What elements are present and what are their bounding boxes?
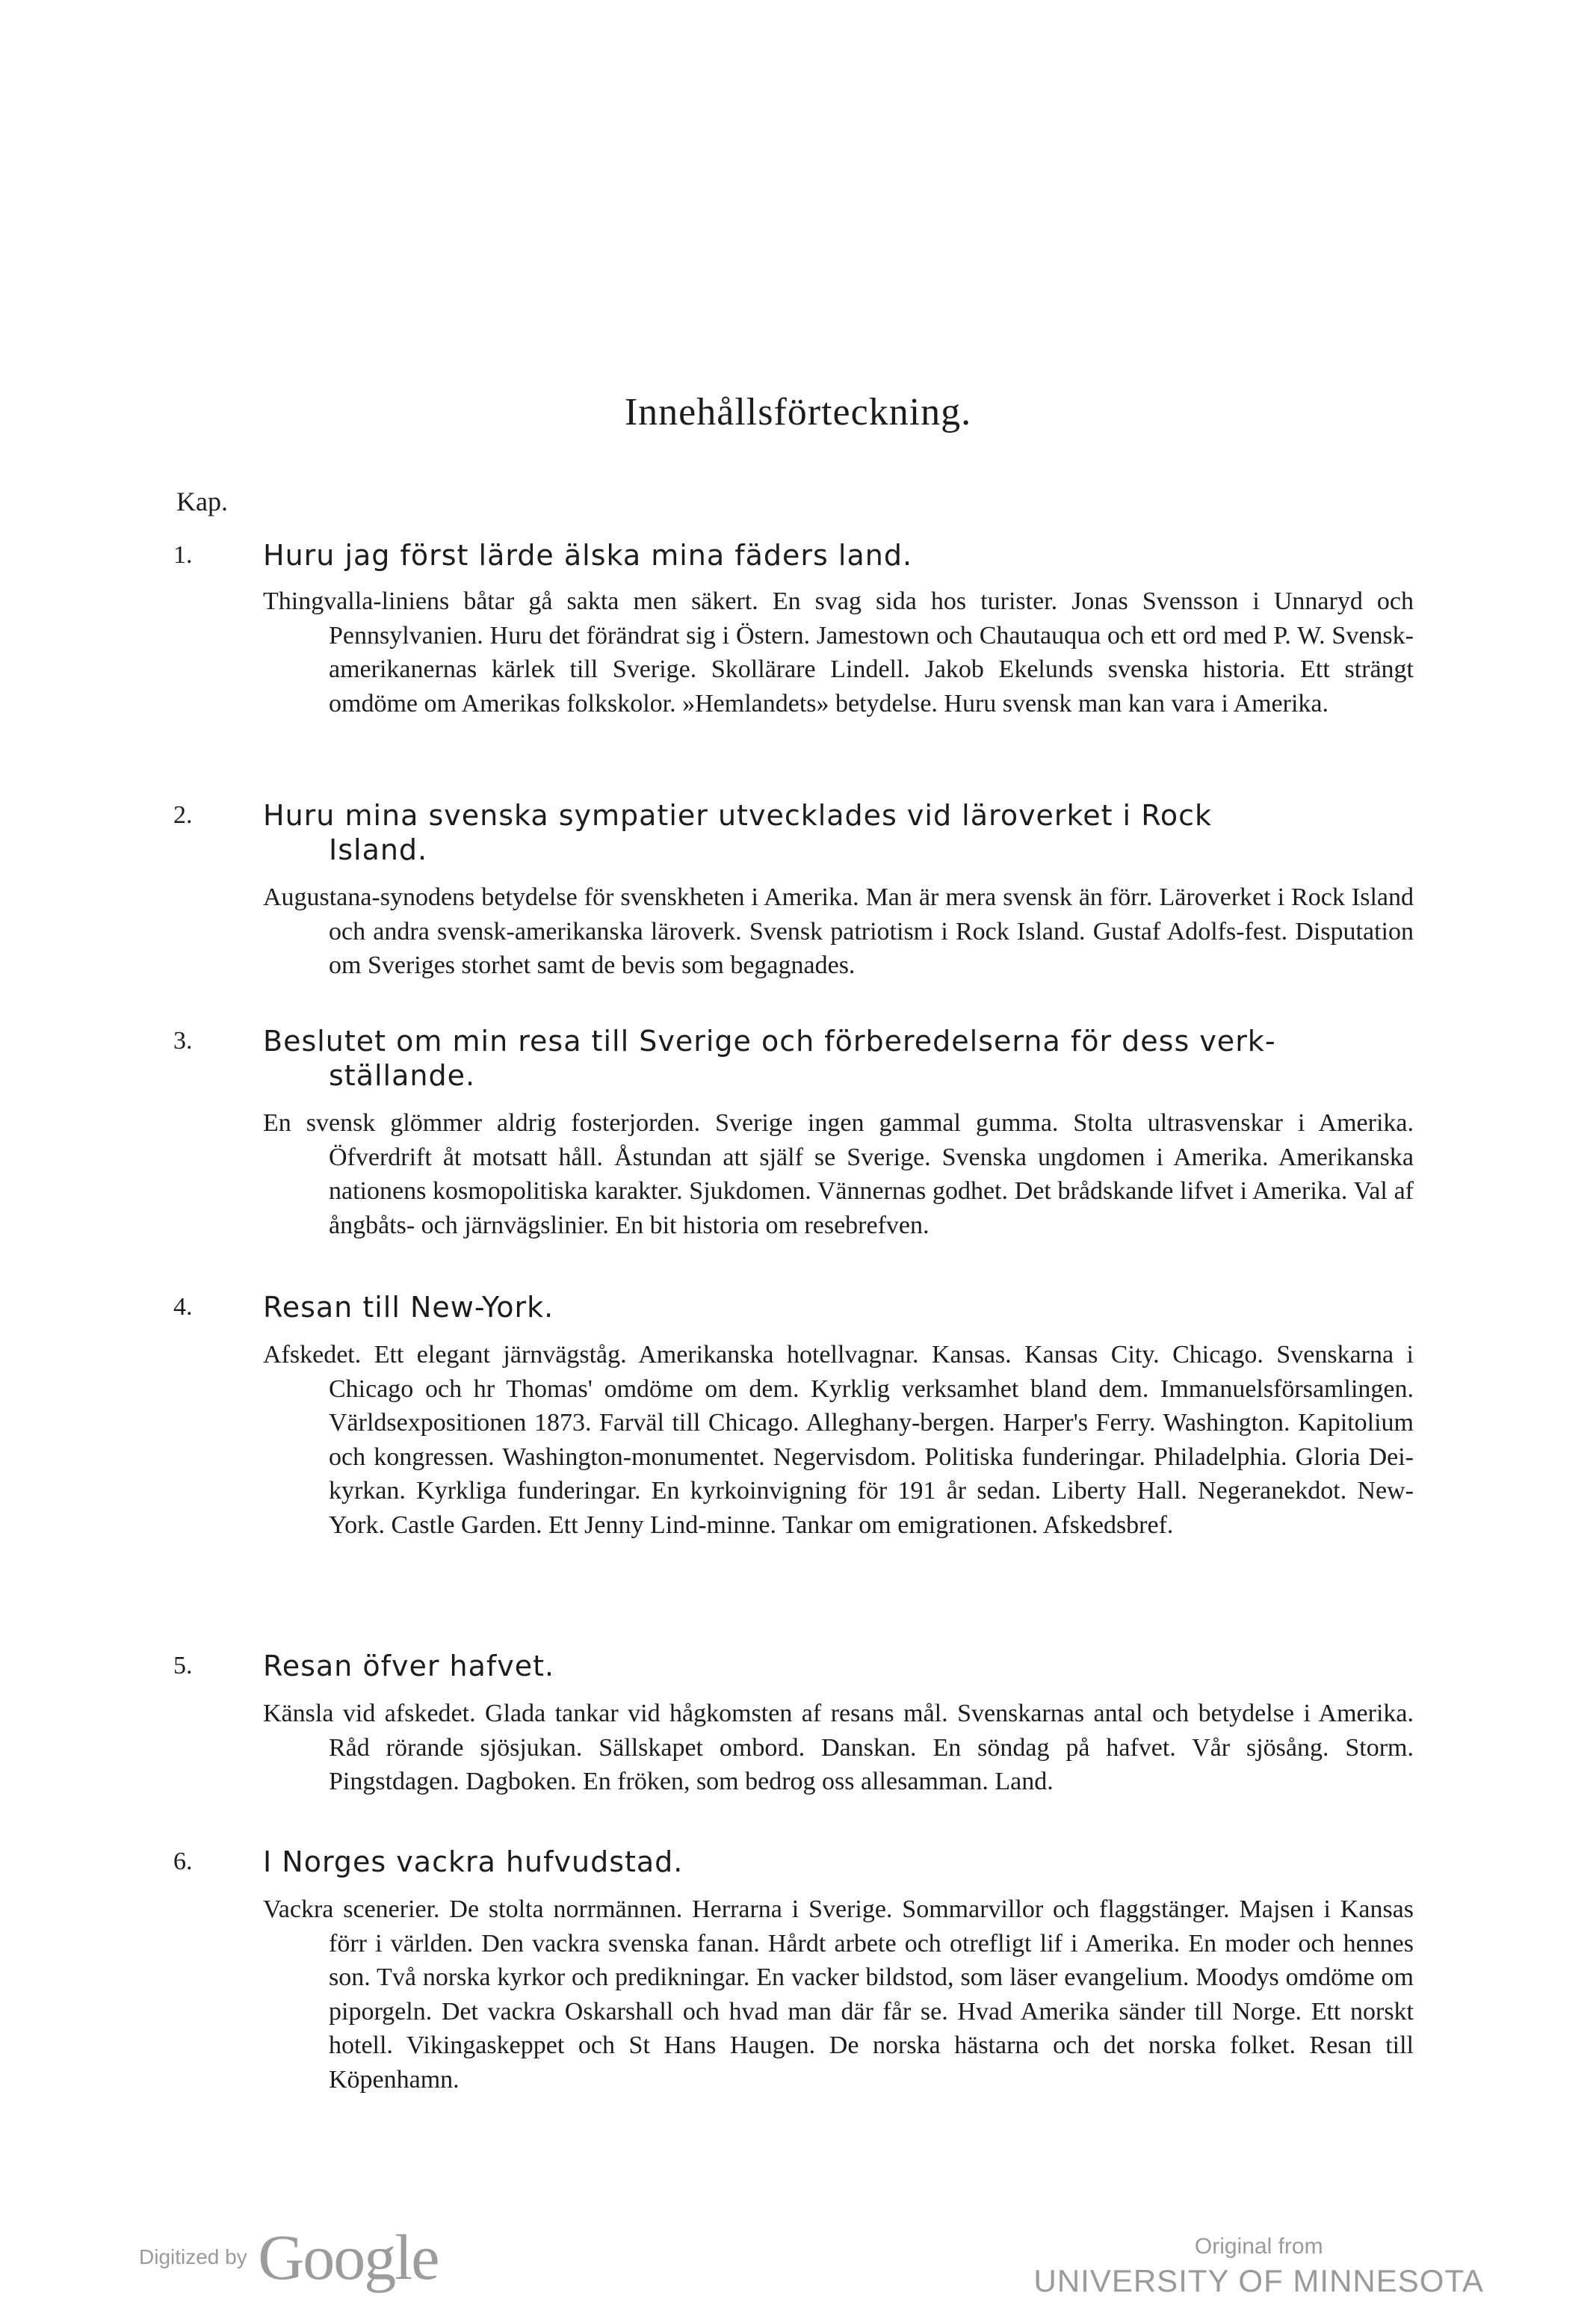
chapter-1 [173,538,1414,721]
page-title: Innehållsförteckning. [624,391,972,434]
original-from-label: Original from [1194,2234,1323,2259]
chapter-heading-text: Huru mina svenska sympatier utvecklades vid läroverket i Rock [263,799,1213,832]
google-logo: Google [258,2221,439,2293]
digitized-by-label: Digitized by [139,2245,247,2268]
chapter-heading [263,798,1414,867]
chapter-heading-text: Resan öfver hafvet. [263,1650,555,1682]
chapter-summary: Thingvalla-liniens båtar gå sakta men säkert. En svag sida hos turister. Jonas Svensson i Unnaryd och Pennsylvanien. Huru det förändrat sig i Östern. Jamestown och Chautauqua och ett ord med P. W. Svensk-amerikanernas kärlek till Sverige. Skollärare Lindell. Jakob Ekelunds svenska historia. Ett strängt omdöme om Amerikas folkskolor. »Hemlandets» betydelse. Huru svensk man kan vara i Amerika. [263,587,1414,718]
chapter-2 [173,798,1414,983]
chapter-heading-continuation: ställande. [329,1059,476,1092]
chapter-summary: Afskedet. Ett elegant järnvägståg. Amerikanska hotellvagnar. Kansas. Kansas City. Chicago. Svenskarna i Chicago och hr Thomas' omdöme om dem. Kyrklig verksamhet bland dem. Immanuelsförsamlingen. Världsexpositionen 1873. Farväl till Chicago. Alleghany-bergen. Harper's Ferry. Washington. Kapitolium och kongressen. Washington-monumentet. Negervisdom. Politiska funderingar. Philadelphia. Gloria Dei-kyrkan. Kyrkliga funderingar. En kyrkoinvigning för 191 år sedan. Liberty Hall. Negeranekdot. New-York. Castle Garden. Ett Jenny Lind-minne. Tankar om emigrationen. Afskedsbref. [263,1341,1414,1539]
chapter-summary: Vackra scenerier. De stolta norrmännen. Herrarna i Sverige. Sommarvillor och flaggstänger. Majsen i Kansas förr i världen. Den vackra svenska fanan. Hårdt arbete och otrefligt lif i Amerika. En moder och hennes son. Två norska kyrkor och predikningar. En vacker bildstod, som läser evangelium. Moodys omdöme om piporgeln. Det vackra Oskarshall och hvad man där får se. Hvad Amerika sänder till Norge. Ett norskt hotell. Vikingaskeppet och St Hans Haugen. De norska hästarna och det norska folket. Resan till Köpenhamn. [263,1895,1414,2094]
university-label: UNIVERSITY OF MINNESOTA [1033,2263,1484,2298]
chapter-3 [173,1024,1414,1242]
chapter-4 [173,1290,1414,1542]
chapter-summary: Augustana-synodens betydelse för svenskheten i Amerika. Man är mera svensk än förr. Läroverket i Rock Island och andra svensk-amerikanska läroverk. Svensk patriotism i Rock Island. Gustaf Adolfs-fest. Disputation om Sveriges storhet samt de bevis som begagnades. [263,883,1414,979]
chapter-heading [263,1649,1414,1683]
chapter-number: 5. [173,1652,193,1679]
chapter-heading-text: Huru jag först lärde älska mina fäders land. [263,539,913,572]
chapter-number: 4. [173,1293,193,1321]
chapter-heading-text: Beslutet om min resa till Sverige och förberedelserna för dess verk- [263,1025,1276,1058]
chapter-heading [263,1845,1414,1879]
chapter-heading-continuation: Island. [329,833,428,866]
kap-label: Kap. [176,487,228,516]
chapter-summary: En svensk glömmer aldrig fosterjorden. Sverige ingen gammal gumma. Stolta ultrasvenskar i Amerika. Öfverdrift åt motsatt håll. Åstundan att själf se Sverige. Svenska ungdomen i Amerika. Amerikanska nationens kosmopolitiska karakter. Sjukdomen. Vännernas godhet. Det brådskande lifvet i Amerika. Val af ångbåts- och järnvägslinier. En bit historia om resebrefven. [263,1109,1414,1239]
chapter-5 [173,1649,1414,1799]
chapter-number: 3. [173,1027,193,1055]
chapter-number: 1. [173,541,193,569]
digitized-by-watermark [139,2220,438,2295]
chapter-summary: Känsla vid afskedet. Glada tankar vid hågkomsten af resans mål. Svenskarnas antal och betydelse i Amerika. Råd rörande sjösjukan. Sällskapet ombord. Danskan. En söndag på hafvet. Vår sjösång. Storm. Pingstdagen. Dagboken. En fröken, som bedrog oss allesamman. Land. [263,1700,1414,1795]
chapter-heading-text: Resan till New-York. [263,1291,554,1324]
chapter-heading [263,538,1414,573]
chapter-number: 6. [173,1848,193,1875]
chapter-heading-text: I Norges vackra hufvudstad. [263,1845,684,1878]
chapter-heading [263,1290,1414,1324]
chapter-6 [173,1845,1414,2097]
chapter-number: 2. [173,801,193,829]
chapter-heading [263,1024,1414,1093]
original-from-watermark [1033,2232,1484,2301]
